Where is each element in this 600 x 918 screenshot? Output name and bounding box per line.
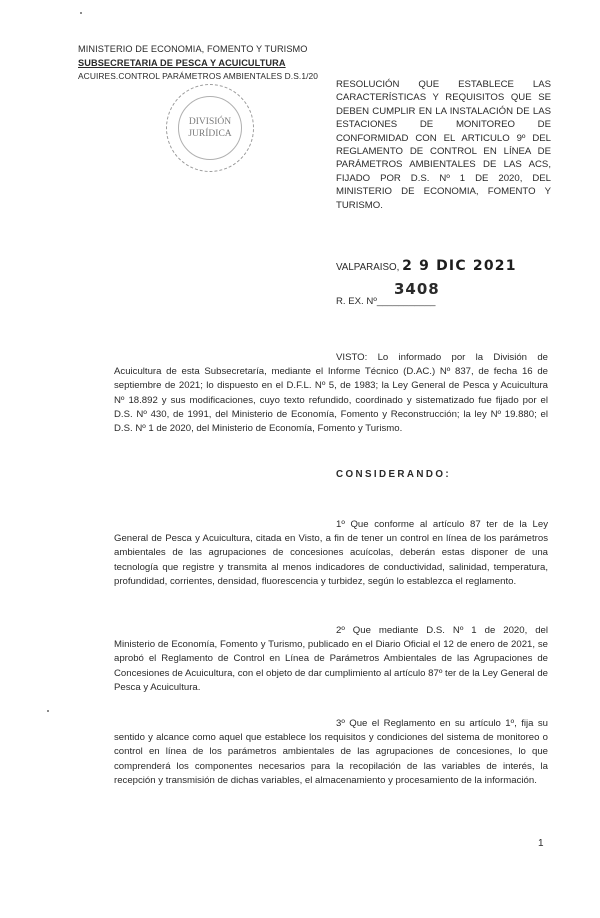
document-reference: ACUIRES.CONTROL PARÁMETROS AMBIENTALES D.S.1/20 [78,71,319,81]
date-city: VALPARAISO, [336,262,400,273]
ink-speck [80,12,82,14]
subsecretaria-name: SUBSECRETARIA DE PESCA Y ACUICULTURA [78,58,286,68]
ministry-name: MINISTERIO DE ECONOMIA, FOMENTO Y TURISMO [78,44,308,54]
considerando-3 [114,717,548,788]
visto-paragraph [114,351,548,436]
considerando-heading: CONSIDERANDO: [336,469,452,480]
seal-line-1: DIVISIÓN [188,117,232,127]
page-number: 1 [538,838,544,849]
division-juridica-seal [166,84,254,172]
considerando-3-text: 3º Que el Reglamento en su artículo 1º, fija su sentido y alcance como aquel que establece los requisitos y condiciones del sistema de monitoreo o control en línea de los parámetros ambientales de las agrupaciones de concesiones, lo que comprenderá los componentes necesarios para la recopilación de las variables de interés, la recepción y transmisión de dichas variables, el almacenamiento y procesamiento de la información. [114,718,548,786]
seal-inner-ring [178,96,242,160]
resolution-number-line [336,280,440,307]
considerando-1 [114,518,548,589]
rex-number: 3408 [394,280,440,298]
ink-speck [47,710,49,712]
date-stamp: 2 9 DIC 2021 [402,258,517,274]
rex-label: R. EX. Nº___________ [336,296,436,307]
considerando-2-text: 2º Que mediante D.S. Nº 1 de 2020, del Ministerio de Economía, Fomento y Turismo, publicado en el Diario Oficial el 12 de enero de 2021, se aprobó el Reglamento de Control en Línea de Parámetros Ambientales de las Agrupaciones de Concesiones de Acuicultura, con el objeto de dar cumplimiento al artículo 87º ter de la Ley General de Pesca y Acuicultura. [114,625,548,693]
considerando-1-text: 1º Que conforme al artículo 87 ter de la Ley General de Pesca y Acuicultura, citada en Visto, a fin de tener un control en línea de los parámetros ambientales de las agrupaciones de concesiones acuícolas, deberán estas disponer de una tecnología que registre y transmita al menos indicadores de conductividad, salinidad, temperatura, profundidad, corrientes, densidad, fluorescencia y turbidez, según lo establezca el reglamento. [114,519,548,587]
resolution-title: RESOLUCIÓN QUE ESTABLECE LAS CARACTERÍSTICAS Y REQUISITOS QUE SE DEBEN CUMPLIR EN LA INSTALACIÓN DE LAS ESTACIONES DE MONITOREO DE CONFORMIDAD CON EL ARTICULO 9º DEL REGLAMENTO DE CONTROL EN LÍNEA DE PARÁMETROS AMBIENTALES DE LAS ACS, FIJADO POR D.S. Nº 1 DE 2020, DEL MINISTERIO DE ECONOMIA, FOMENTO Y TURISMO. [336,79,551,211]
date-line [336,258,517,274]
considerando-2 [114,624,548,695]
seal-line-2: JURÍDICA [188,129,232,139]
visto-text: VISTO: Lo informado por la División de Acuicultura de esta Subsecretaría, mediante el Informe Técnico (D.AC.) Nº 837, de fecha 16 de septiembre de 2021; lo dispuesto en el D.F.L. Nº 5, de 1983; la Ley General de Pesca y Acuicultura Nº 18.892 y sus modificaciones, cuyo texto refundido, coordinado y sistematizado fue fijado por el D.S. Nº 430, de 1991, del Ministerio de Economía, Fomento y Reconstrucción; la ley Nº 19.880; el D.S. Nº 1 de 2020, del Ministerio de Economía, Fomento y Turismo. [114,352,548,435]
